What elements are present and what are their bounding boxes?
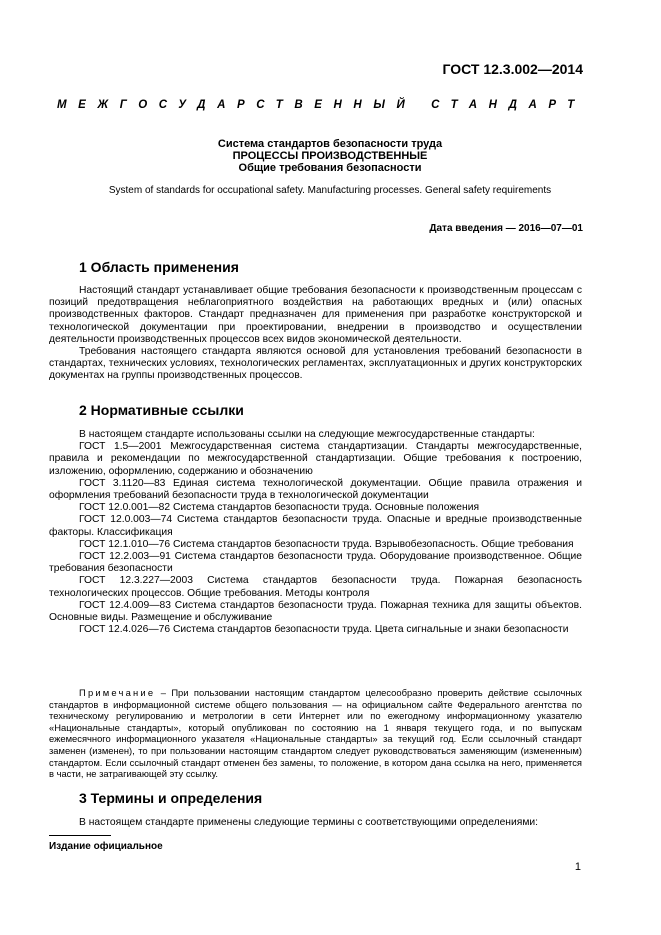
note-label: Примечание: [79, 687, 156, 698]
title-line-3: Общие требования безопасности: [238, 162, 422, 174]
section-3-body: [49, 817, 582, 829]
reference-item: ГОСТ 12.0.003—74 Система стандартов безопасности труда. Опасные и вредные производственные факторы. Классификация: [49, 514, 582, 538]
reference-item: ГОСТ 12.2.003—91 Система стандартов безопасности труда. Оборудование производственное. Общие требования безопасности: [49, 551, 582, 575]
paragraph: В настоящем стандарте применены следующие термины с соответствующими определениями:: [79, 817, 539, 828]
official-edition-label: Издание официальное: [49, 841, 163, 852]
section-2-body: [49, 429, 582, 636]
standard-title: [80, 138, 580, 174]
title-line-1: Система стандартов безопасности труда: [217, 138, 443, 150]
page-number: 1: [574, 861, 581, 873]
introduction-date: Дата введения — 2016—07—01: [429, 223, 583, 234]
note-text: – При пользовании настоящим стандартом целесообразно проверить действие ссылочных стандартов в информационной системе общего пользования — на официальном сайте Федерального агентства по техническому регулированию и метрологии в сети Интернет или по ежегодному информационному указателю «Национальные стандарты», который опубликован по состоянию на 1 января текущего года, и по выпускам ежемесячного информационного указателя «Национальные стандарты» за текущий год. Если ссылочный стандарт заменен (изменен), то при пользовании настоящим стандартом следует руководствоваться заменяющим (измененным) стандартом. Если ссылочный стандарт отменен без замены, то положение, в котором дана ссылка на него, применяется в части, не затрагивающей эту ссылку.: [49, 687, 582, 780]
title-line-2: ПРОЦЕССЫ ПРОИЗВОДСТВЕННЫЕ: [232, 150, 428, 162]
document-number: ГОСТ 12.3.002—2014: [442, 61, 583, 77]
footer-divider: [49, 835, 111, 836]
paragraph: Требования настоящего стандарта являются основой для установления требований безопасности в стандартах, технических условиях, технологических регламентах, эксплуатационных и других конструкторских документах на группы производственных процессов.: [49, 346, 582, 382]
reference-item: ГОСТ 12.0.001—82 Система стандартов безопасности труда. Основные положения: [79, 502, 480, 514]
title-english: System of standards for occupational safety. Manufacturing processes. General safety requirements: [108, 185, 552, 196]
section-1-heading: 1 Область применения: [79, 259, 239, 275]
paragraph: В настоящем стандарте использованы ссылки на следующие межгосударственные стандарты:: [79, 429, 535, 440]
reference-item: ГОСТ 12.1.010—76 Система стандартов безопасности труда. Взрывобезопасность. Общие требования: [79, 538, 574, 550]
note-block: [49, 687, 582, 780]
paragraph: Настоящий стандарт устанавливает общие требования безопасности к производственным процессам с позиций предотвращения неблагоприятного воздействия на работающих вредных и (или) опасных производственных факторов. Стандарт предназначен для применения при разработке конструкторской и технологической документации при проектировании, внедрении в производство и осуществлении деятельности производственных процессов всех видов экономической деятельности.: [49, 285, 582, 345]
interstate-standard-label: МЕЖГОСУДАРСТВЕННЫЙ СТАНДАРТ: [57, 99, 586, 111]
reference-item: ГОСТ 12.4.026—76 Система стандартов безопасности труда. Цвета сигнальные и знаки безопасности: [79, 624, 569, 636]
section-1-body: [49, 285, 582, 383]
reference-item: ГОСТ 3.1120—83 Единая система технологической документации. Общие правила отражения и оформления требований безопасности труда в технологической документации: [49, 477, 582, 502]
reference-item: ГОСТ 1.5—2001 Межгосударственная система стандартизации. Стандарты межгосударственные, правила и рекомендации по межгосударственной стандартизации. Общие требования к построению, изложению, оформлению, содержанию и обозначению: [49, 441, 582, 477]
reference-item: ГОСТ 12.3.227—2003 Система стандартов безопасности труда. Пожарная безопасность технологических процессов. Общие требования. Методы контроля: [49, 575, 582, 599]
section-2-heading: 2 Нормативные ссылки: [79, 402, 244, 418]
section-3-heading: 3 Термины и определения: [79, 790, 263, 806]
reference-item: ГОСТ 12.4.009—83 Система стандартов безопасности труда. Пожарная техника для защиты объектов. Основные виды. Размещение и обслуживание: [49, 599, 582, 624]
